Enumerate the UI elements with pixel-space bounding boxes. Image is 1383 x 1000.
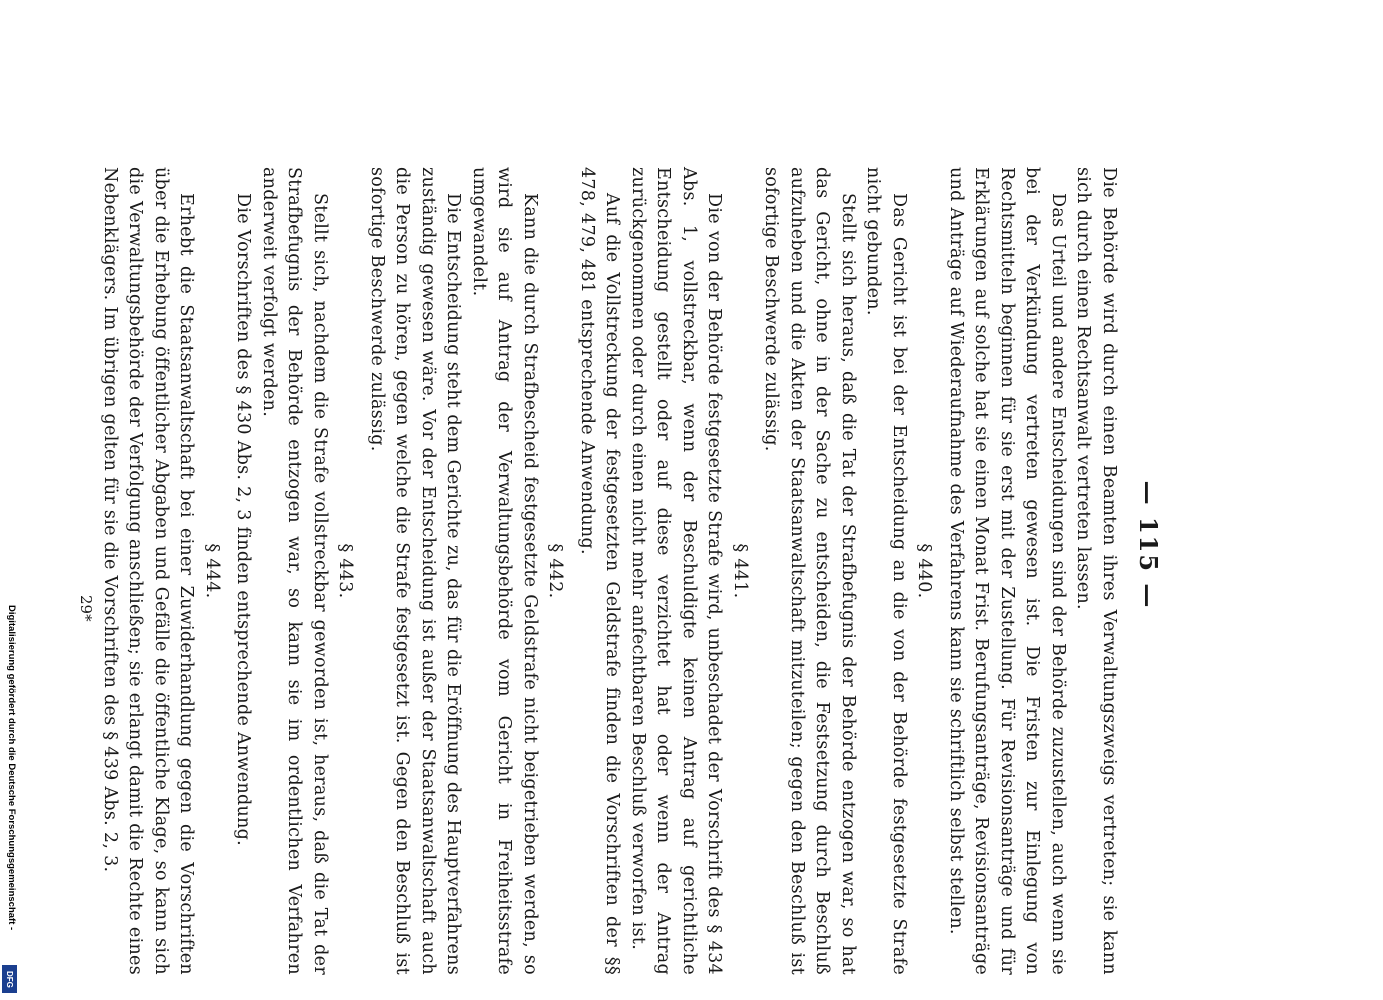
section-title-444: § 444. bbox=[202, 543, 222, 599]
signature-mark: 29* bbox=[77, 595, 95, 622]
dfg-logo-icon: DFG bbox=[2, 965, 17, 993]
section-442-paragraph-1: Kann die durch Strafbescheid festgesetzte Geldstrafe nicht beigetrieben werden, so wird sie auf Antrag der Verwaltungsbehörde vom Gericht in Freiheitsstrafe umgewandelt. bbox=[469, 167, 540, 975]
section-title-443: § 443. bbox=[335, 543, 356, 599]
section-444-paragraph-1: Erhebt die Staatsanwaltschaft bei einer Zuwiderhandlung gegen die Vorschriften über die Erhebung öffentlicher Abgaben und Gefälle die öffentliche Klage, so kann sich die Verwaltungsbehörde der Verfolgung anschließen; sie erlangt damit die Rechte eines Nebenklägers. Im übrigen gelten für sie die Vorschriften des § 439 Abs. 2, 3. bbox=[100, 167, 197, 975]
section-title-441: § 441. bbox=[730, 543, 750, 599]
paragraph-top-1: Die Behörde wird durch einen Beamten ihres Verwaltungszweigs vertreten; sie kann sich durch einen Rechtsanwalt vertreten lassen. bbox=[1073, 167, 1119, 975]
section-443-paragraph-1: Stellt sich, nachdem die Strafe vollstreckbar geworden ist, heraus, daß die Tat der Strafbefugnis der Behörde entzogen war, so kann sie im ordentlichen Verfahren anderweit verfolgt werden. bbox=[259, 167, 330, 975]
page-number-header: — 115 — bbox=[1134, 480, 1163, 610]
section-440-paragraph-2: Stellt sich heraus, daß die Tat der Strafbefugnis der Behörde entzogen war, so hat das Gericht, ohne in der Sache zu entscheiden, die Festsetzung durch Beschluß aufzuheben und die Akten der Staatsanwaltschaft mitzuteilen; gegen den Beschluß ist sofortige Beschwerde zulässig. bbox=[761, 167, 858, 975]
rotated-document-page bbox=[13, 115, 1163, 975]
section-440-paragraph-1: Das Gericht ist bei der Entscheidung an die von der Behörde festgesetzte Strafe nicht gebunden. bbox=[863, 167, 909, 975]
section-441-paragraph-2: Auf die Vollstreckung der festgesetzten Geldstrafe finden die Vorschriften der §§ 478, 479, 481 entsprechende Anwendung. bbox=[577, 167, 623, 975]
paragraph-top-2: Das Urteil und andere Entscheidungen sind der Behörde zuzustellen, auch wenn sie bei der Verkündung vertreten gewesen ist. Die Fristen zur Einlegung von Rechtsmitteln beginnen für sie erst mit der Zustellung. Für Revisionsanträge und für Erklärungen auf solche hat sie einen Monat Frist. Berufungsanträge, Revisionsanträge und Anträge auf Wiederaufnahme des Verfahrens kann sie schriftlich selbst stellen. bbox=[946, 167, 1068, 975]
section-title-442: § 442. bbox=[545, 543, 566, 599]
section-title-440: § 440. bbox=[914, 543, 935, 599]
dfg-funding-note: Digitalisierung gefördert durch die Deutsche Forschungsgemeinschaft - bbox=[6, 605, 17, 931]
page-body bbox=[97, 167, 1122, 975]
section-441-paragraph-1: Die von der Behörde festgesetzte Strafe wird, unbeschadet der Vorschrift des § 434 Abs. 1, vollstreckbar, wenn der Beschuldigte keinen Antrag auf gerichtliche Entscheidung gestellt oder auf diese verzichtet hat oder wenn der Antrag zurückgenommen oder durch einen nicht mehr anfechtbaren Beschluß verworfen ist. bbox=[628, 167, 725, 975]
section-443-paragraph-2: Die Vorschriften des § 430 Abs. 2, 3 finden entsprechende Anwendung. bbox=[233, 193, 254, 847]
section-442-paragraph-2: Die Entscheidung steht dem Gerichte zu, das für die Eröffnung des Hauptverfahrens zuständig gewesen wäre. Vor der Entscheidung ist außer der Staatsanwaltschaft auch die Person zu hören, gegen welche die Strafe festgesetzt ist. Gegen den Beschluß ist sofortige Beschwerde zulässig. bbox=[367, 167, 464, 975]
